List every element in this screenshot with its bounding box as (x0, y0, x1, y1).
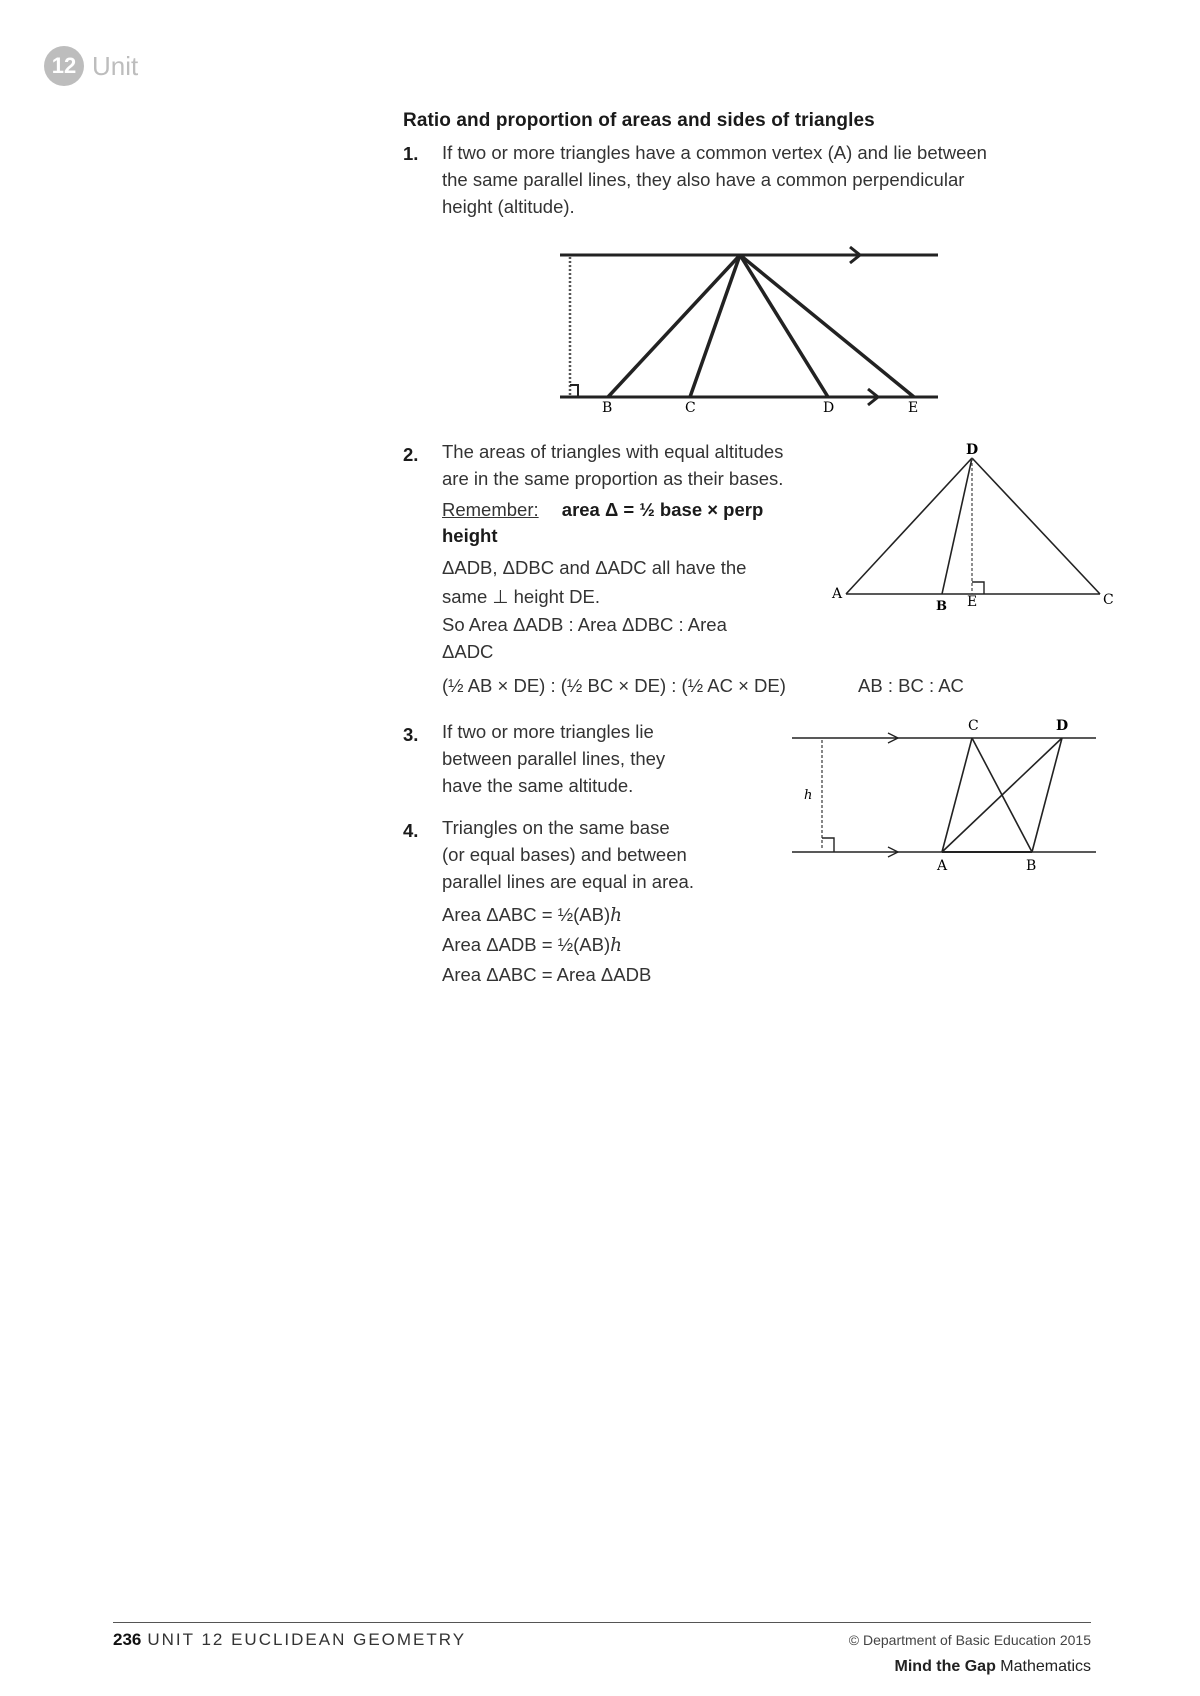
side-ac (690, 255, 740, 397)
item-4-line: Triangles on the same base (442, 817, 670, 838)
side-db (942, 458, 972, 594)
footer-rule (113, 1622, 1091, 1623)
area-formula: Area ΔABC = ½(AB)h (442, 904, 623, 926)
item-3-text (442, 718, 665, 799)
remember-formula: area Δ = ½ base × perp (561, 499, 764, 520)
area-equality: Area ΔABC = Area ΔADB (442, 964, 652, 985)
side-ae (740, 255, 914, 397)
label-a: A (832, 586, 843, 602)
item-3-line: have the same altitude. (442, 775, 634, 796)
side-ad (740, 255, 828, 397)
item-3-line: between parallel lines, they (442, 748, 666, 769)
figure-same-base (788, 714, 1098, 874)
ratio-result: AB : BC : AC (858, 675, 964, 696)
label-h: h (804, 788, 813, 803)
label-a: A (937, 858, 948, 874)
label-d: D (823, 400, 835, 415)
page-number: 236 (113, 1630, 142, 1649)
item-4-number: 4. (403, 820, 419, 841)
item-1-line: If two or more triangles have a common vertex (A) and lie between (442, 142, 987, 163)
side-ab (608, 255, 740, 397)
item-2-number: 2. (403, 444, 419, 465)
statement-line: ΔADC (442, 641, 494, 662)
label-c: C (685, 400, 696, 415)
item-2-statement (442, 553, 746, 665)
right-angle-mark (972, 582, 984, 594)
remember-formula-cont: height (442, 525, 498, 546)
side-bd (1032, 738, 1062, 852)
figure-equal-altitude (830, 440, 1120, 620)
item-3-number: 3. (403, 724, 419, 745)
item-4-text (442, 814, 694, 895)
unit-number: 12 (44, 46, 84, 86)
label-e: E (967, 594, 978, 610)
statement-line: ΔADB, ΔDBC and ΔADC all have the (442, 557, 747, 578)
side-da (846, 458, 972, 594)
statement-line: So Area ΔADB : Area ΔDBC : Area (442, 614, 727, 635)
item-1-line: the same parallel lines, they also have a common perpendicular (442, 169, 965, 190)
label-c: C (968, 718, 979, 734)
side-ac (942, 738, 972, 852)
book-title-bold: Mind the Gap (894, 1658, 996, 1675)
label-c: C (1103, 592, 1114, 608)
copyright: © Department of Basic Education 2015 (848, 1632, 1091, 1648)
statement-line: same ⊥ height DE. (442, 586, 601, 607)
section-title: Ratio and proportion of areas and sides of triangles (403, 110, 875, 131)
book-title-rest: Mathematics (1000, 1658, 1091, 1675)
item-4-line: (or equal bases) and between (442, 844, 687, 865)
footer-left (113, 1630, 466, 1650)
label-b: B (1026, 858, 1037, 874)
item-4-formulas (442, 900, 651, 989)
remember-line (442, 496, 763, 523)
unit-label: Unit (92, 50, 139, 81)
unit-title: UNIT 12 EUCLIDEAN GEOMETRY (147, 1630, 467, 1649)
item-2-line: are in the same proportion as their bases. (442, 468, 784, 489)
side-ad (942, 738, 1062, 852)
item-1-number: 1. (403, 143, 419, 164)
label-e: E (908, 400, 919, 415)
remember-label: Remember: (442, 499, 539, 520)
area-formula: Area ΔADB = ½(AB)h (442, 934, 623, 956)
label-b: B (936, 599, 947, 614)
item-1-text (442, 139, 987, 220)
book-title (895, 1658, 1091, 1676)
right-angle-mark (822, 838, 834, 852)
item-3-line: If two or more triangles lie (442, 721, 654, 742)
figure-common-vertex (550, 235, 950, 415)
ratio-expression: (½ AB × DE) : (½ BC × DE) : (½ AC × DE) (442, 675, 786, 696)
item-2-intro (442, 438, 783, 492)
label-b: B (602, 400, 613, 415)
side-dc (972, 458, 1100, 594)
item-2-line: The areas of triangles with equal altitudes (442, 441, 784, 462)
label-d: D (966, 442, 979, 458)
unit-badge (44, 46, 138, 86)
item-4-line: parallel lines are equal in area. (442, 871, 694, 892)
item-1-line: height (altitude). (442, 196, 575, 217)
label-d: D (1056, 718, 1069, 734)
